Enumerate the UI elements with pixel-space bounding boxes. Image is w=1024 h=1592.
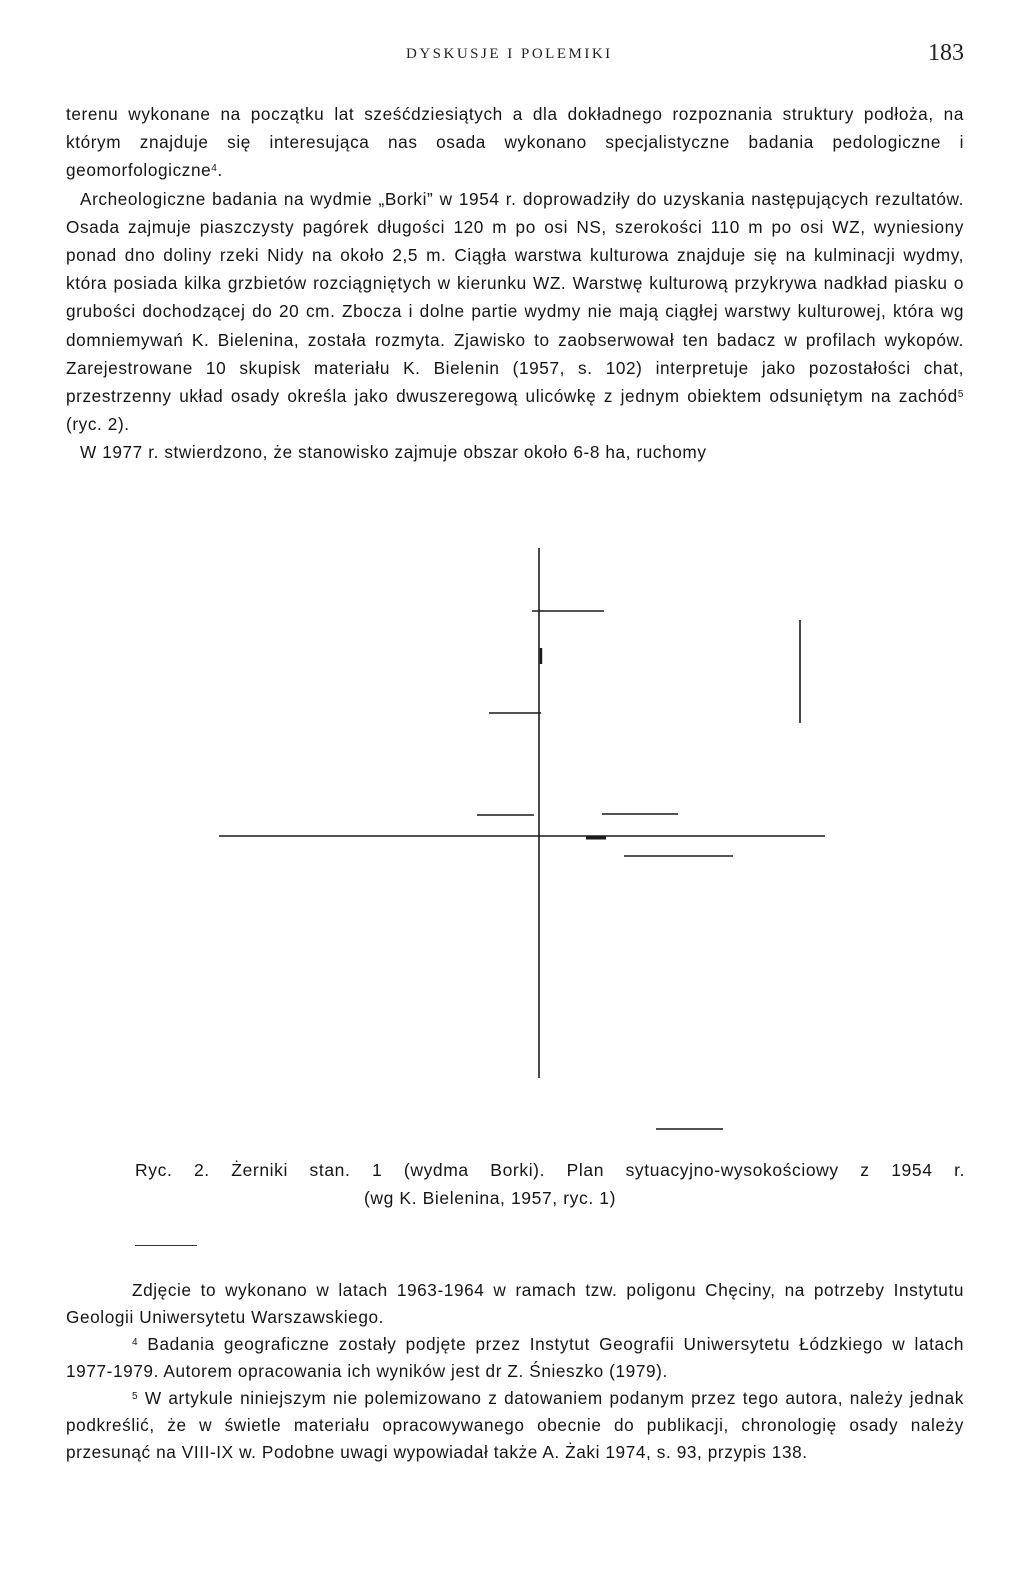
paragraph-2-end: (ryc. 2). [66, 414, 130, 435]
page-header [66, 40, 964, 70]
site-plan-figure [0, 540, 1024, 1140]
caption-line-2: (wg K. Bielenina, 1957, ryc. 1) [363, 1188, 617, 1208]
footnote-5-text: W artykule niniejszym nie polemizowano z datowaniem podanym przez tego autora, należy jednak podkreślić, że w świetle materiału opracowywanego obecnie do publikacji, chronologię osady należy przesunąć na VIII-IX w. Podobne uwagi wypowiadał także A. Żaki 1974, s. 93, przypis 138. [66, 1388, 964, 1462]
footnote-ref-5: 5 [957, 389, 964, 401]
body-text [66, 100, 964, 467]
caption-line-1: Ryc. 2. Żerniki stan. 1 (wydma Borki). Plan sytuacyjno-wysokościowy z 1954 r. [135, 1160, 965, 1180]
footnote-ref-4: 4 [211, 163, 218, 175]
paragraph-1 [66, 100, 964, 185]
paragraph-1-end: . [217, 160, 223, 181]
footnote-4 [66, 1331, 964, 1385]
paragraph-3: W 1977 r. stwierdzono, że stanowisko zajmuje obszar około 6-8 ha, ruchomy [80, 442, 707, 463]
paragraph-1-text: terenu wykonane na początku lat sześćdziesiątych a dla dokładnego rozpoznania struktury podłoża, na którym znajduje się interesująca nas osada wykonano specjalistyczne badania pedologiczne i geomorfologiczne [66, 104, 964, 181]
figure-caption [135, 1156, 965, 1212]
page-number: 183 [928, 40, 964, 66]
site-plan-drawing [0, 540, 1024, 1140]
footnote-divider [135, 1245, 197, 1246]
footnote-3: Zdjęcie to wykonano w latach 1963-1964 w ramach tzw. poligonu Chęciny, na potrzeby Instytutu Geologii Uniwersytetu Warszawskiego. [66, 1280, 964, 1327]
footnote-5-mark: 5 [132, 1391, 139, 1402]
footnote-5 [66, 1385, 964, 1466]
running-title: DYSKUSJE I POLEMIKI [406, 46, 613, 62]
footnotes [66, 1277, 964, 1466]
paragraph-2 [66, 185, 964, 439]
footnote-4-mark: 4 [132, 1337, 139, 1348]
paragraph-2-text: Archeologiczne badania na wydmie „Borki” w 1954 r. doprowadziły do uzyskania następujących rezultatów. Osada zajmuje piaszczysty pagórek długości 120 m po osi NS, szerokości 110 m po osi WZ, wyniesiony ponad dno doliny rzeki Nidy na około 2,5 m. Ciągła warstwa kulturowa znajduje się na kulminacji wydmy, która posiada kilka grzbietów rozciągniętych w kierunku WZ. Warstwę kulturową przykrywa nadkład piasku o grubości dochodzącej do 20 cm. Zbocza i dolne partie wydmy nie mają ciągłej warstwy kulturowej, która wg domniemywań K. Bielenina, została rozmyta. Zjawisko to zaobserwował ten badacz w profilach wykopów. Zarejestrowane 10 skupisk materiału K. Bielenin (1957, s. 102) interpretuje jako pozostałości chat, przestrzenny układ osady określa jako dwuszeregową ulicówkę z jednym obiektem odsuniętym na zachód [66, 188, 964, 407]
footnote-4-text: Badania geograficzne zostały podjęte przez Instytut Geografii Uniwersytetu Łódzkiego w latach 1977-1979. Autorem opracowania ich wyników jest dr Z. Śnieszko (1979). [66, 1334, 964, 1381]
